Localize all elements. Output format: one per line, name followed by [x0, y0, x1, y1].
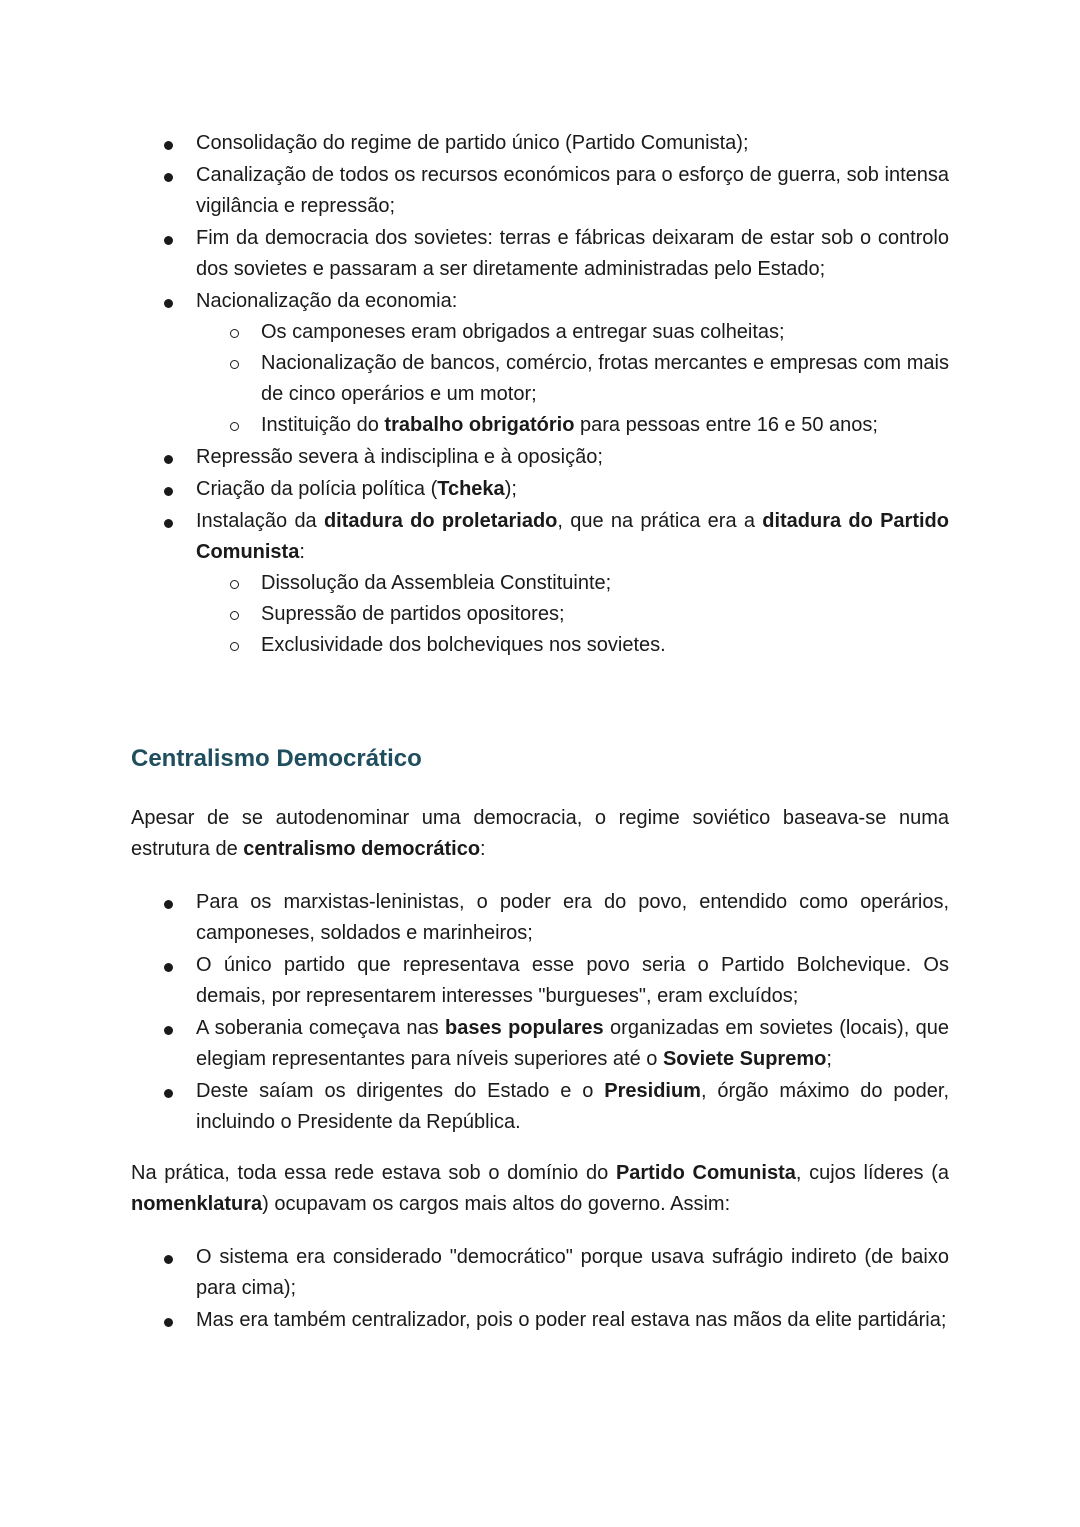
section-title: Centralismo Democrático	[131, 745, 422, 772]
bold-text: Partido Comunista	[615, 1162, 796, 1184]
bullet-circle-icon	[230, 422, 239, 431]
bullet-dot-icon	[164, 519, 173, 528]
text-span: Instalação da	[196, 510, 324, 532]
content-section	[131, 803, 949, 1337]
bullet-dot-icon	[164, 1255, 173, 1264]
list-item-text	[196, 132, 749, 154]
text-span: Consolidação do regime de partido único (Partido Comunista);	[196, 132, 749, 154]
bold-text: Soviete Supremo	[662, 1048, 827, 1070]
bullet-circle-icon	[230, 329, 239, 338]
text-span: Deste saíam os dirigentes do Estado e o	[196, 1080, 605, 1102]
bullet-dot-icon	[164, 455, 173, 464]
text-span: Instituição do	[261, 414, 385, 436]
text-span: Os camponeses eram obrigados a entregar suas colheitas;	[261, 321, 785, 343]
list-item-text	[196, 290, 457, 312]
sub-list-item-text	[261, 321, 785, 343]
text-span: , órgão máximo do poder, incluindo o Presidente da República.	[196, 1080, 950, 1133]
sub-list	[196, 568, 949, 661]
text-span: );	[504, 478, 517, 500]
list-item	[131, 1242, 949, 1304]
list-item	[131, 223, 949, 285]
sub-list-item	[196, 630, 949, 661]
text-span: Dissolução da Assembleia Constituinte;	[261, 572, 612, 594]
sub-list-item-text	[261, 572, 611, 594]
bold-text: ditadura do Partido Comunista	[196, 510, 949, 563]
list-item	[131, 474, 949, 505]
text-span: Apesar de se autodenominar uma democracia, o regime soviético baseava-se numa estrutura de	[131, 807, 949, 860]
text-span: para pessoas entre 16 e 50 anos;	[574, 414, 878, 436]
bold-text: Tcheka	[437, 478, 505, 500]
list-item-text	[196, 891, 949, 944]
list-item-text	[196, 1080, 949, 1133]
sub-list-item	[196, 410, 949, 441]
bold-text: bases populares	[444, 1017, 604, 1039]
text-span: Repressão severa à indisciplina e à oposição;	[196, 446, 603, 468]
list-item-text	[196, 164, 949, 217]
sub-list-item-text	[261, 603, 565, 625]
bullet-dot-icon	[164, 1026, 173, 1035]
bullet-dot-icon	[164, 1089, 173, 1098]
bullet-circle-icon	[230, 611, 239, 620]
bullet-circle-icon	[230, 360, 239, 369]
list-item	[131, 1013, 949, 1075]
text-span: ;	[826, 1048, 832, 1070]
text-span: :	[480, 838, 486, 860]
sub-list-item-text	[261, 634, 666, 656]
bold-text: Presidium	[604, 1080, 701, 1102]
practice-paragraph	[131, 1158, 949, 1220]
text-span: Nacionalização de bancos, comércio, frotas mercantes e empresas com mais de cinco operários e um motor;	[261, 352, 949, 405]
list-item	[131, 128, 949, 159]
bullet-dot-icon	[164, 487, 173, 496]
list-item-text	[196, 227, 949, 280]
text-span: Mas era também centralizador, pois o poder real estava nas mãos da elite partidária;	[196, 1309, 947, 1331]
list-item	[131, 887, 949, 949]
bullet-list-regime	[131, 128, 949, 661]
text-span: Nacionalização da economia:	[196, 290, 458, 312]
bullet-dot-icon	[164, 173, 173, 182]
bullet-list-assim	[131, 1242, 949, 1336]
text-span: A soberania começava nas	[196, 1017, 445, 1039]
text-span: , que na prática era a	[557, 510, 763, 532]
bold-text: nomenklatura	[131, 1193, 263, 1215]
bullet-list-centralismo	[131, 887, 949, 1138]
bold-text: ditadura do proletariado	[323, 510, 558, 532]
content-top	[131, 128, 949, 662]
list-item	[131, 286, 949, 441]
list-item	[131, 950, 949, 1012]
text-span: :	[299, 541, 305, 563]
bullet-dot-icon	[164, 141, 173, 150]
bullet-dot-icon	[164, 1318, 173, 1327]
bold-text: centralismo democrático	[243, 838, 481, 860]
text-span: Canalização de todos os recursos económicos para o esforço de guerra, sob intensa vigilância e repressão;	[196, 164, 949, 217]
text-span: Exclusividade dos bolcheviques nos sovietes.	[261, 634, 666, 656]
text-span: Para os marxistas-leninistas, o poder era do povo, entendido como operários, camponeses, soldados e marinheiros;	[196, 891, 949, 944]
list-item	[131, 1076, 949, 1138]
bullet-dot-icon	[164, 900, 173, 909]
list-item-text	[196, 1246, 949, 1299]
list-item	[131, 160, 949, 222]
list-item	[131, 1305, 949, 1336]
sub-list-item	[196, 348, 949, 410]
text-span: Supressão de partidos opositores;	[261, 603, 565, 625]
bullet-dot-icon	[164, 299, 173, 308]
sub-list	[196, 317, 949, 441]
text-span: Criação da polícia política (	[196, 478, 438, 500]
text-span: Fim da democracia dos sovietes: terras e fábricas deixaram de estar sob o controlo dos sovietes e passaram a ser diretamente administradas pelo Estado;	[196, 227, 949, 280]
bold-text: trabalho obrigatório	[384, 414, 575, 436]
list-item-text	[196, 954, 949, 1007]
bullet-dot-icon	[164, 236, 173, 245]
list-item-text	[196, 1017, 949, 1070]
sub-list-item	[196, 599, 949, 630]
list-item	[131, 442, 949, 473]
text-span: O único partido que representava esse povo seria o Partido Bolchevique. Os demais, por representarem interesses "burgueses", eram excluídos;	[196, 954, 949, 1007]
bullet-circle-icon	[230, 642, 239, 651]
list-item-text	[196, 478, 517, 500]
bullet-dot-icon	[164, 963, 173, 972]
sub-list-item	[196, 568, 949, 599]
text-span: organizadas em sovietes (locais), que elegiam representantes para níveis superiores até o	[196, 1017, 950, 1070]
text-span: O sistema era considerado "democrático" porque usava sufrágio indireto (de baixo para cima);	[196, 1246, 949, 1299]
list-item-text	[196, 446, 603, 468]
sub-list-item-text	[261, 352, 949, 405]
sub-list-item-text	[261, 414, 878, 436]
text-span: Na prática, toda essa rede estava sob o domínio do	[131, 1162, 616, 1184]
list-item-text	[196, 510, 949, 563]
list-item	[131, 506, 949, 661]
sub-list-item	[196, 317, 949, 348]
text-span: , cujos líderes (a	[795, 1162, 949, 1184]
text-span: ) ocupavam os cargos mais altos do governo. Assim:	[262, 1193, 731, 1215]
bullet-circle-icon	[230, 580, 239, 589]
list-item-text	[196, 1309, 946, 1331]
intro-paragraph	[131, 803, 949, 865]
